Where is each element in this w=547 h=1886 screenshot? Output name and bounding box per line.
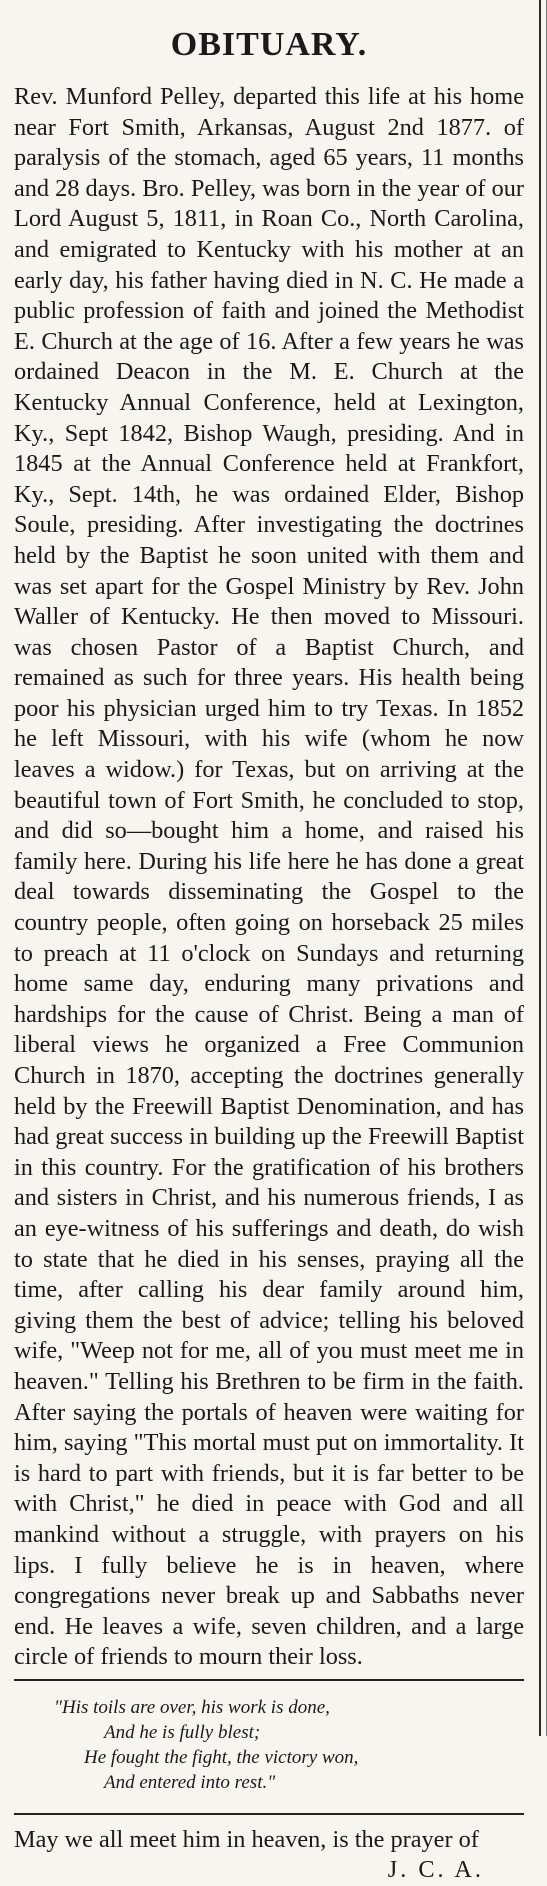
obituary-body: Rev. Munford Pelley, departed this life at his home near Fort Smith, Arkansas, August 2nd 1877. of paralysis of the stomach, aged 65 years, 11 months and 28 days. Bro. Pelley, was born in the year of our Lord August 5, 1811, in Roan Co., North Carolina, and emigrated to Kentucky with his mother at an early day, his father having died in N. C. He made a public profession of faith and joined the Methodist E. Church at the age of 16. After a few years he was ordained Deacon in the M. E. Church at the Kentucky Annual Conference, held at Lexington, Ky., Sept 1842, Bishop Waugh, presiding. And in 1845 at the Annual Conference held at Frankfort, Ky., Sept. 14th, he was ordained Elder, Bishop Soule, presiding. After investigating the doctrines held by the Baptist he soon united with them and was set apart for the Gospel Ministry by Rev. John Waller of Kentucky. He then moved to Missouri. was chosen Pastor of a Baptist Church, and remained as such for three years. His health being poor his physician urged him to try Texas. In 1852 he left Missouri, with his wife (whom he now leaves a widow.) for Texas, but on arriving at the beautiful town of Fort Smith, he concluded to stop, and did so—bought him a home, and raised his family here. During his life here he has done a great deal towards disseminating the Gospel to the country people, often going on horseback 25 miles to preach at 11 o'clock on Sundays and returning home same day, enduring many privations and hardships for the cause of Christ. Being a man of liberal views he organized a Free Communion Church in 1870, accepting the doctrines generally held by the Freewill Baptist Denomination, and has had great success in building up the Freewill Baptist in this country. For the gratification of his brothers and sisters in Christ, and his numerous friends, I as an eye-witness of his sufferings and death, do wish to state that he died in his senses, praying all the time, after calling his dear family around him, giving them the best of advice; telling his beloved wife, "Weep not for me, all of you must meet me in heaven." Telling his Brethren to be firm in the faith. After saying the portals of heaven were waiting for him, saying "This mortal must put on immortality. It is hard to part with friends, but it is far better to be with Christ," he died in peace with God and all mankind without a struggle, with prayers on his lips. I fully believe he is in heaven, where congregations never break up and Sabbaths never end. He leaves a wife, seven children, and a large circle of friends to mourn their loss. (14, 83, 524, 1671)
verse-line: "His toils are over, his work is done, (54, 1696, 330, 1718)
obituary-title: OBITUARY. (170, 26, 368, 63)
closing-text: May we all meet him in heaven, is the prayer of (14, 1825, 479, 1853)
signature: J. C. A. (387, 1856, 484, 1884)
verse-line: And entered into rest." (104, 1771, 276, 1793)
memorial-verse (54, 1695, 524, 1795)
verse-line: And he is fully blest; (104, 1721, 261, 1743)
column-rule (539, 0, 541, 1736)
closing-line (14, 1825, 524, 1884)
obituary-column (14, 10, 524, 1886)
section-divider (14, 1813, 524, 1815)
section-divider (14, 1679, 524, 1681)
verse-line: He fought the fight, the victory won, (84, 1746, 359, 1768)
